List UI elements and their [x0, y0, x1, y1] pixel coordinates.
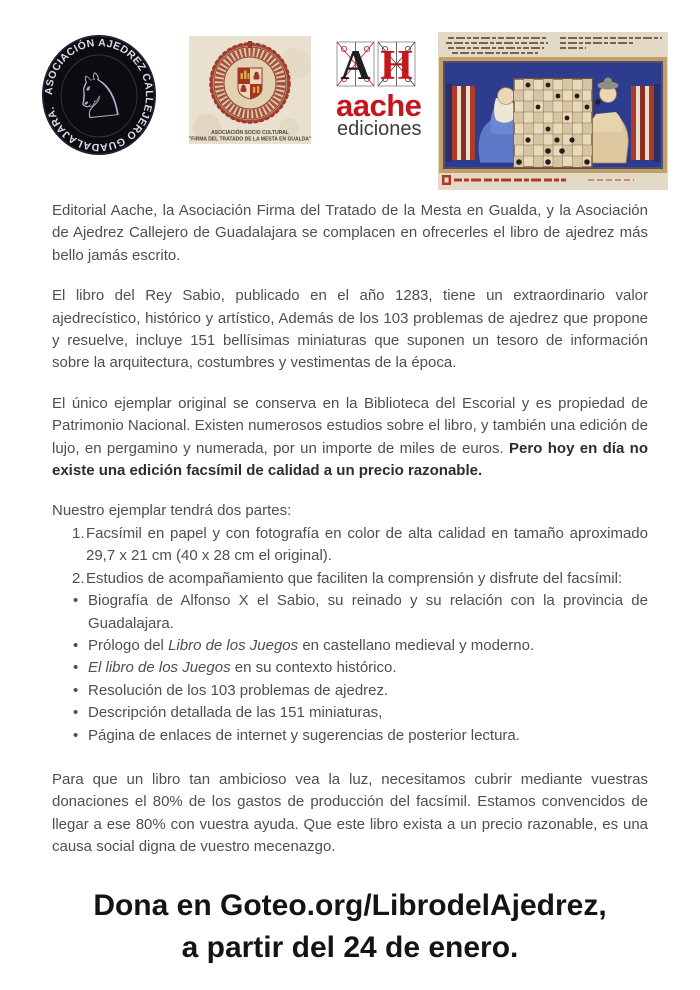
cta-line-1: Dona en Goteo.org/LibrodelAjedrez,: [93, 888, 607, 922]
bullet-item: • Descripción detallada de las 151 miniaturas,: [52, 702, 648, 724]
seal-caption-line2: "FIRMA DEL TRATADO DE LA MESTA EN GUALDA": [189, 136, 311, 143]
seal-caption-line1: ASOCIACIÓN SOCIO CULTURAL: [211, 130, 289, 136]
paragraph-original-copy-bold: Pero hoy en día no existe una edición facsímil de calidad a un precio razonable.: [52, 439, 648, 480]
aache-logo: [336, 41, 434, 144]
numbered-item-facsimil: 1. Facsímil en papel y con fotografía en color de alta calidad en tamaño aproximado 29,7 x 21 cm (40 x 28 cm el original).: [72, 524, 648, 565]
numbered-list: [52, 523, 648, 590]
list-number: 2.: [72, 569, 85, 587]
paragraph-presentation: Editorial Aache, la Asociación Firma del Tratado de la Mesta en Gualda, y la Asociación de Ajedrez Callejero de Guadalajara se complacen en ofrecerles el libro de ajedrez más bello jamás escrito.: [52, 202, 648, 264]
knight-icon: [40, 33, 158, 157]
body-text: [0, 200, 700, 859]
header-logos: [0, 0, 700, 196]
bullet-item: • Resolución de los 103 problemas de ajedrez.: [52, 680, 648, 702]
bullet-item: • Prólogo del Libro de los Juegos en castellano medieval y moderno.: [52, 635, 648, 657]
bullet-item: • El libro de los Juegos en su contexto histórico.: [52, 657, 648, 679]
bullet-item: • Página de enlaces de internet y sugerencias de posterior lectura.: [52, 725, 648, 747]
chess-miniature-icon: [438, 32, 668, 190]
aache-wordmark: aache: [336, 88, 422, 123]
aache-letter-a: A: [340, 43, 371, 89]
bullet-item: • Biografía de Alfonso X el Sabio, su reinado y su relación con la provincia de Guadalajara.: [52, 590, 648, 635]
paragraph-funding: Para que un libro tan ambicioso vea la luz, necesitamos cubrir mediante vuestras donaciones el 80% de los gastos de producción del facsímil. Estamos convencidos de llegar a ese 80% con vuestra ayuda. Que este libro exista a un precio razonable, es una causa social digna de vuestro mecenazgo.: [52, 770, 648, 856]
aache-letter-h: H: [380, 43, 413, 89]
paragraph-original-copy: [52, 393, 648, 483]
cta-line-2: a partir del 24 de enero.: [181, 930, 519, 964]
two-parts-intro: Nuestro ejemplar tendrá dos partes:: [52, 502, 292, 520]
paragraph-original-copy-text: El único ejemplar original se conserva en la Biblioteca del Escorial y es propiedad de Patrimonio Nacional. Existen numerosos estudios sobre el libro, y también una edición de lujo, en pergamino y numerada, por un importe de miles de euros.: [52, 394, 648, 457]
medieval-seal-icon: [189, 36, 311, 144]
svg-text:♘: ♘: [67, 56, 131, 135]
aache-subword: ediciones: [337, 118, 422, 139]
cta-donation: [0, 885, 700, 969]
mesta-seal-logo: [189, 36, 311, 149]
chess-club-ring-text: ASOCIACIÓN AJEDREZ CALLEJERO GUADALAJARA.: [42, 36, 156, 154]
bullet-list: [52, 590, 648, 747]
list-number: 1.: [72, 524, 85, 542]
miniature-chess-players-image: [438, 32, 668, 195]
numbered-item-estudios: 2. Estudios de acompañamiento que faciliten la comprensión y disfrute del facsímil:: [52, 568, 648, 590]
paragraph-book-value: El libro del Rey Sabio, publicado en el año 1283, tiene un extraordinario valor ajedrecístico, histórico y artístico, Además de los 103 problemas de ajedrez que propone y resuelve, incluye 151 bellísimas miniaturas que suponen un tesoro de información sobre la arquitectura, costumbres y vestimentas de la época.: [52, 287, 648, 372]
aache-letters-icon: [336, 41, 434, 139]
chess-club-logo: [40, 33, 158, 162]
